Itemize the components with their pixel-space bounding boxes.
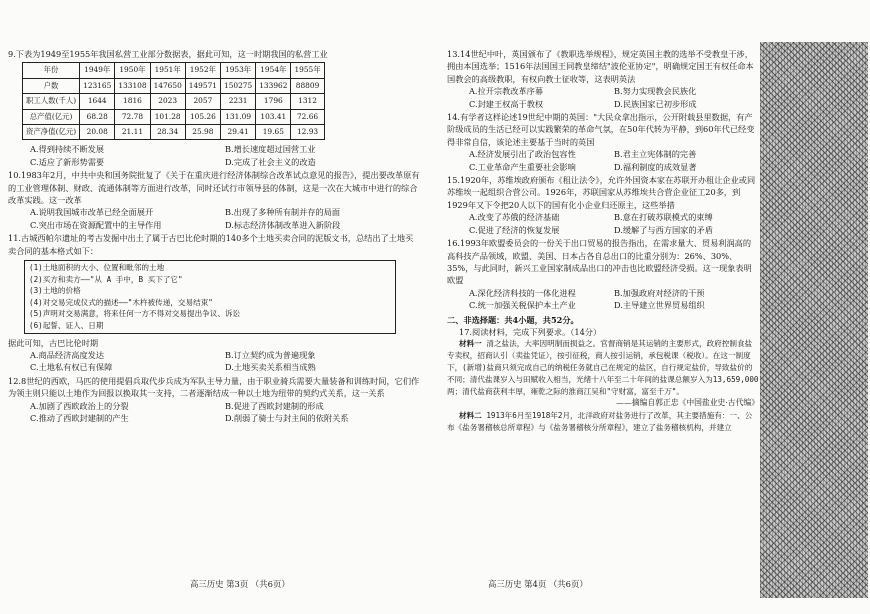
- table-cell: 1644: [80, 94, 115, 109]
- question-10: [8, 169, 420, 231]
- table-cell: 150275: [221, 78, 256, 93]
- question-15: [447, 174, 759, 236]
- table-cell: 1312: [291, 94, 324, 109]
- table-cell: 29.41: [221, 125, 256, 140]
- answer-options: [30, 206, 420, 231]
- table-cell: 133962: [256, 78, 291, 93]
- scan-noise-margin: [760, 42, 868, 598]
- table-cell: 28.34: [150, 125, 185, 140]
- table-cell: 88809: [291, 78, 324, 93]
- option-b: B.意在打破苏联模式的束缚: [614, 212, 713, 223]
- table-cell: 25.98: [185, 125, 220, 140]
- question-stem: 13.14世纪中叶，英国颁布了《教职选举规程》，规定英国主教的选举不受教皇干涉，拥由本国选举；1516年法国国王同教皇缔结"波伦亚协定"，明确规定国王有权任命本国教会的高级教职，有权向教士征收等，这表明英法: [447, 49, 754, 84]
- material-text: 1913年6月至1918年2月，北洋政府对盐务进行了改革，其主要措施有：一、公布《盐务署稽核总所章程》与《盐务署稽核分所章程》，建立了盐务稽核机构，并建立: [447, 410, 753, 432]
- question-11: [8, 232, 420, 374]
- material-label: 材料二: [459, 410, 482, 420]
- question-12: [8, 375, 420, 425]
- table-cell: 1796: [256, 94, 291, 109]
- table-cell: 2057: [185, 94, 220, 109]
- table-row: [23, 125, 325, 140]
- option-a: A.得到持续不断发展: [30, 144, 105, 155]
- table-cell: 1953年: [221, 63, 256, 78]
- question-14: [447, 111, 759, 173]
- option-b: B.出现了多种所有制并存的局面: [225, 207, 341, 218]
- private-industry-table: [22, 62, 325, 140]
- question-stem: 9.下表为1949至1955年我国私营工业部分数据表，据此可知，这一时期我国的私营工业: [8, 49, 328, 59]
- option-a: A.深化经济科技的一体化进程: [469, 287, 576, 298]
- option-d: D.完成了社会主义的改造: [225, 156, 316, 167]
- table-cell: 12.93: [291, 125, 324, 140]
- table-cell: 72.78: [115, 109, 150, 124]
- question-9: [8, 48, 420, 168]
- box-line: (3)土地的价格: [29, 286, 81, 296]
- option-a: A.经济发展引出了政治包容性: [469, 149, 576, 160]
- option-b: B.努力实现教会民族化: [614, 86, 697, 97]
- answer-options: [30, 143, 420, 168]
- answer-options: [469, 211, 759, 236]
- table-cell: 资产净值(亿元): [23, 125, 80, 140]
- option-c: C.土地私有权已有保障: [30, 362, 113, 373]
- option-b: B.订立契约成为普遍现象: [225, 350, 316, 361]
- table-cell: 20.08: [80, 125, 115, 140]
- table-cell: 149571: [185, 78, 220, 93]
- question-17-title: 17.阅读材料，完成下列要求。（14分）: [459, 326, 602, 337]
- answer-options: [30, 349, 420, 374]
- table-cell: 21.11: [115, 125, 150, 140]
- question-16: [447, 237, 759, 311]
- option-c: C.突出市场在资源配置中的主导作用: [30, 219, 162, 230]
- answer-options: [469, 85, 759, 110]
- table-cell: 1955年: [291, 63, 324, 78]
- box-line: (4)对交易完成仪式的描述——"木杵被传递，交易结束": [29, 297, 213, 307]
- answer-options: [30, 400, 420, 425]
- question-stem: 14.有学者这样论述19世纪中期的英国："大民众拿出指示，公开附载县里数据，有产阶级成员的生活已经可以实践繁荣的革命气氛，在50年代转为平静，到60年代已经变得非常自信，该论述主要基于当时的英国: [447, 112, 755, 147]
- box-line: (5)声明对交易满意，将来任何一方不得对交易提出争议、诉讼: [29, 309, 241, 319]
- option-d: D.缓解了与西方国家的矛盾: [614, 224, 713, 235]
- option-c: C.封建王权高于教权: [469, 98, 544, 109]
- question-prompt: 据此可知，古巴比伦时期: [8, 337, 99, 348]
- table-cell: 72.66: [291, 109, 324, 124]
- material-label: 材料一: [459, 339, 482, 349]
- question-stem: 15.1920年，苏维埃政府颁布《租让法令》，允许外国资本家在苏联开办租让企业或同苏维埃一起组织合营公司。1926年，苏联国家从苏维埃共合营企业征工20多，到1929年又下令把20人以下的国有化小企业归还原主，这些举措: [447, 175, 756, 210]
- table-cell: 职工人数(千人): [23, 94, 80, 109]
- question-stem: 11.古城西帕尔遗址的考古发掘中出土了属于古巴比伦时期的140多个土地买卖合同的泥版文书，总结出了土地买卖合同的基本格式如下：: [8, 233, 414, 256]
- answer-options: [469, 148, 759, 173]
- right-column: [447, 48, 759, 433]
- option-b: B.促进了西欧封建制的形成: [225, 400, 324, 411]
- option-a: A.商品经济高度发达: [30, 350, 105, 361]
- table-row: [23, 78, 325, 93]
- table-cell: 19.65: [256, 125, 291, 140]
- table-cell: 户数: [23, 78, 80, 93]
- table-cell: 2023: [150, 94, 185, 109]
- contract-format-box: [24, 260, 396, 334]
- box-line: (6)起誓、证人、日期: [29, 321, 104, 331]
- table-cell: 123165: [80, 78, 115, 93]
- material-2: [447, 410, 759, 434]
- table-cell: 1952年: [185, 63, 220, 78]
- table-cell: 1954年: [256, 63, 291, 78]
- table-cell: 131.09: [221, 109, 256, 124]
- option-a: A.加剧了西欧政治上的分裂: [30, 400, 129, 411]
- table-cell: 2231: [221, 94, 256, 109]
- question-stem: 16.1993年欧盟委员会的一份关于出口贸易的报告指出，在需求量大、贸易利润高的高科技产品领域，欧盟、美国、日本占各自总出口的比重分别为：26%、30%、35%，与此同时，新兴工业国家制成品出口的冲击也比欧盟经济受损。这一现象表明欧盟: [447, 238, 752, 286]
- question-stem: 12.8世纪的西欧，马匹的使用提倡兵取代步兵成为军队主导力量，由于职业骑兵需要大量装备和训练时间，它们作为领主则只能以土地作为回报以换取其一支持，二者逐渐结成一种以土地为纽带的契约式关系，这一关系: [8, 375, 420, 399]
- option-c: C.促进了经济的恢复发展: [469, 224, 560, 235]
- section-heading: 二、非选择题：共4小题，共52分。: [447, 314, 579, 325]
- option-d: D.民族国家已初步形成: [614, 98, 697, 109]
- table-cell: 年份: [23, 63, 80, 78]
- page-footer-right: 高三历史 第4页 （共6页）: [488, 579, 588, 589]
- option-d: D.主导建立世界贸易组织: [614, 300, 705, 311]
- material-citation: ——摘编自郭正忠《中国盐业史·古代编》: [616, 398, 759, 408]
- option-c: C.工业革命产生重要社会影响: [469, 161, 576, 172]
- box-line: (1)土地面积的大小、位置和毗邻的土地: [29, 263, 165, 273]
- material-1: [447, 338, 759, 397]
- option-c: C.统一加强关税保护本土产业: [469, 300, 576, 311]
- option-c: C.推动了西欧封建制的产生: [30, 413, 129, 424]
- table-cell: 105.26: [185, 109, 220, 124]
- table-cell: 147650: [150, 78, 185, 93]
- option-a: A.拉开宗教改革序幕: [469, 86, 544, 97]
- question-13: [447, 48, 759, 110]
- page-footer-left: 高三历史 第3页 （共6页）: [190, 579, 290, 589]
- table-row: [23, 94, 325, 109]
- question-stem: 10.1983年2月，中共中央和国务院批复了《关于在重庆进行经济体制综合改革试点意见的报告》，提出要改革原有的工业管理体制、财政、流通体制等方面进行改革，同时还试行市领导县的体制，这是一次在大城市中进行的综合改革实践。这一改革: [8, 170, 420, 206]
- option-d: D.福利制度的成效显著: [614, 161, 697, 172]
- option-c: C.适应了新形势需要: [30, 156, 105, 167]
- table-cell: 103.41: [256, 109, 291, 124]
- box-line: (2)买方和卖方——"从 A 手中，B 买下了它": [29, 274, 183, 284]
- table-cell: 68.28: [80, 109, 115, 124]
- table-cell: 101.28: [150, 109, 185, 124]
- left-column: [8, 48, 420, 426]
- table-cell: 1816: [115, 94, 150, 109]
- table-cell: 总产值(亿元): [23, 109, 80, 124]
- option-b: B.增长速度超过国营工业: [225, 144, 316, 155]
- table-header-row: [23, 63, 325, 78]
- option-a: A.改变了苏俄的经济基础: [469, 212, 560, 223]
- option-d: D.削弱了骑士与封主间的依附关系: [225, 413, 349, 424]
- option-a: A.说明我国城市改革已经全面展开: [30, 207, 154, 218]
- table-cell: 133108: [115, 78, 150, 93]
- option-b: B.加强政府对经济的干预: [614, 287, 705, 298]
- answer-options: [469, 287, 759, 312]
- table-row: [23, 109, 325, 124]
- option-d: D.标志经济体制改革进入新阶段: [225, 219, 341, 230]
- table-cell: 1949年: [80, 63, 115, 78]
- option-d: D.土地买卖关系相当成熟: [225, 362, 316, 373]
- option-b: B.君主立宪体制的完善: [614, 149, 697, 160]
- table-cell: 1951年: [150, 63, 185, 78]
- material-text: 清之盐法，大率因明制而损益之。官督商销是其运销的主要形式，政府控制食盐专卖权，招商认引（卖盐凭证），按引征税，商人按引运销，承包税课（税收）。在这一制度下，(新增)盐商只须完成自己的纳税任务就自己在规定的盐区，自行规定盐价，导致盐价的不同；清代盐课岁入与田赋收入相当，光绪十八年至二十年间的盐课总额岁入为13,659,000两；清代盐商获利丰厚，雍乾之际的淮商江吴和"守财富，富至千万"。: [447, 339, 759, 396]
- table-cell: 1950年: [115, 63, 150, 78]
